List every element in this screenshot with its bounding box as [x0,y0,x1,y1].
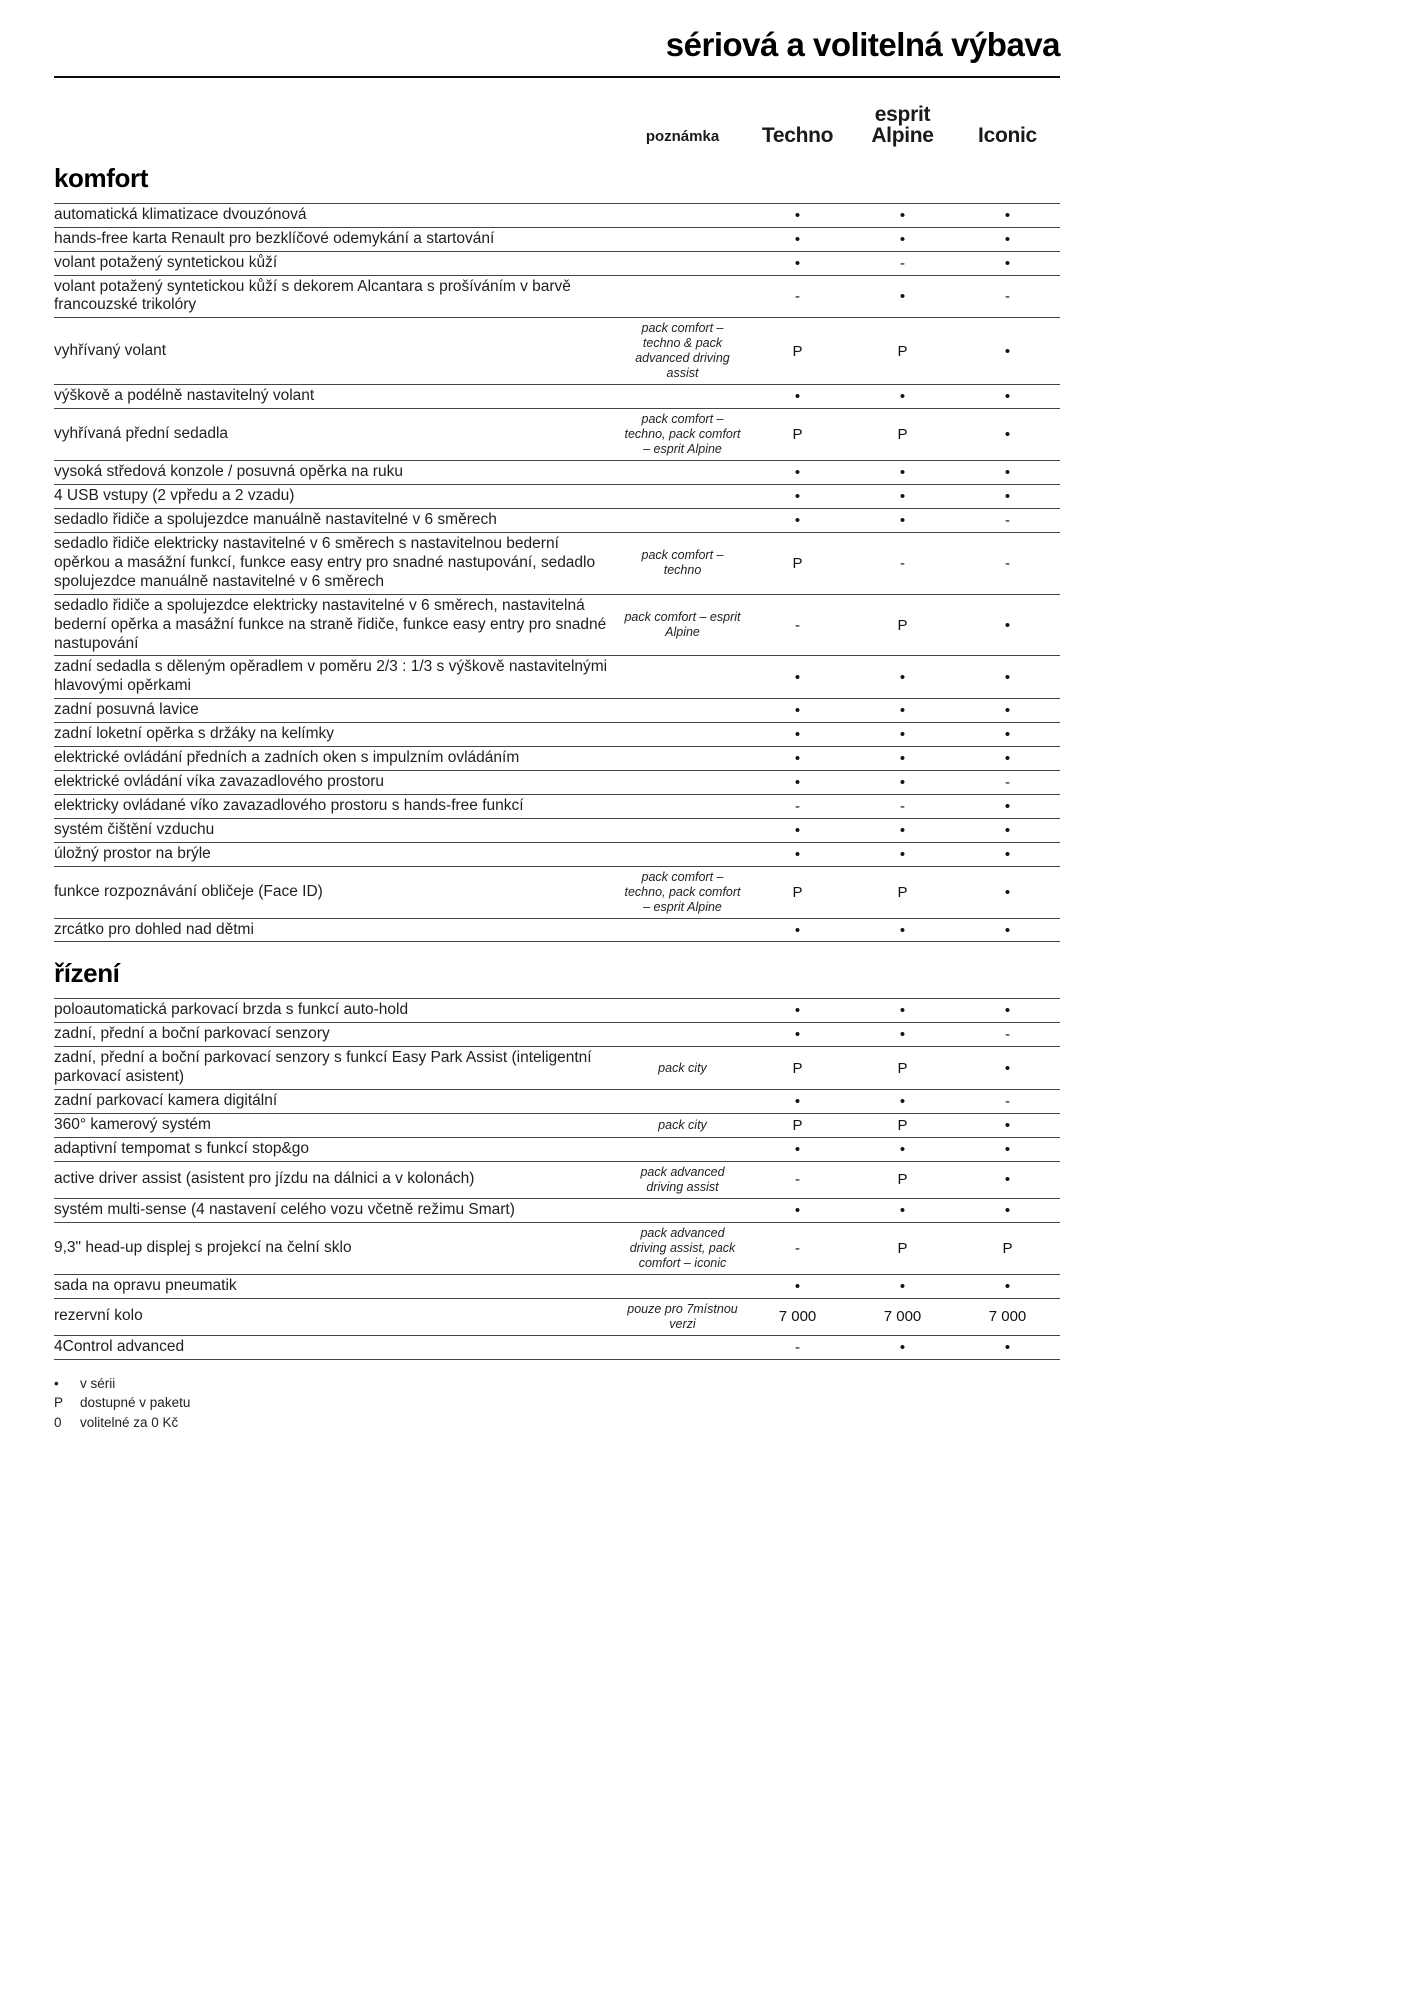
feature-note: pack advanced driving assist [640,1164,725,1194]
value-iconic: - [1005,512,1010,530]
feature-label: sedadlo řidiče a spolujezdce elektricky nastavitelné v 6 směrech, nastavitelná bederní opěrka a masážní funkce na straně řidiče, funkce easy entry pro snadné nastupování [54,596,607,652]
feature-label: poloautomatická parkovací brzda s funkcí auto-hold [54,1001,409,1019]
feature-label: active driver assist (asistent pro jízdu na dálnici a v kolonách) [54,1170,475,1188]
section-title-rizeni: řízení [54,958,120,989]
value-esprit-alpine: • [899,1277,906,1295]
legend-symbol: 0 [54,1414,62,1430]
value-iconic: • [1004,668,1011,686]
feature-row [54,918,1060,942]
feature-note [620,757,745,759]
value-techno: • [794,749,801,767]
feature-note: pack comfort – techno, pack comfort – esprit Alpine [624,412,741,457]
feature-row [54,1089,1060,1113]
feature-row [54,317,1060,384]
value-esprit-alpine: • [899,668,906,686]
feature-label: automatická klimatizace dvouzónová [54,205,307,223]
feature-label: vyhřívaná přední sedadla [54,425,229,443]
value-esprit-alpine: P [897,342,908,360]
column-headers [54,104,1060,147]
feature-row [54,227,1060,251]
value-iconic: • [1004,388,1011,406]
value-esprit-alpine: - [900,797,905,815]
section-title-komfort: komfort [54,162,148,193]
value-iconic: • [1004,726,1011,744]
feature-table [54,203,1060,943]
feature-note: pack advanced driving assist, pack comfort – iconic [629,1225,736,1270]
feature-note: pack comfort – esprit Alpine [624,610,741,640]
feature-note: pack comfort – techno & pack advanced driving assist [635,321,730,381]
feature-note [620,262,745,264]
feature-note: pack city [658,1117,707,1132]
feature-note [620,472,745,474]
value-iconic: - [1005,1093,1010,1111]
value-esprit-alpine: • [899,1338,906,1356]
value-techno: - [795,1171,800,1189]
feature-row [54,1298,1060,1335]
value-esprit-alpine: • [899,287,906,305]
value-techno: • [794,1201,801,1219]
column-header-note: poznámka [645,127,720,145]
feature-note [620,710,745,712]
value-techno: • [794,845,801,863]
value-iconic: • [1004,1338,1011,1356]
value-techno: • [794,1002,801,1020]
value-esprit-alpine: • [899,488,906,506]
feature-row [54,203,1060,227]
value-esprit-alpine: • [899,821,906,839]
value-esprit-alpine: P [897,1116,908,1134]
value-iconic: • [1004,749,1011,767]
feature-row [54,508,1060,532]
value-techno: - [795,797,800,815]
value-iconic: • [1004,616,1011,634]
feature-label: rezervní kolo [54,1307,143,1325]
value-iconic: P [1002,1239,1013,1257]
feature-note [620,1034,745,1036]
value-esprit-alpine: • [899,1026,906,1044]
value-techno: • [794,206,801,224]
feature-note [620,781,745,783]
column-header-iconic: Iconic [978,124,1037,148]
value-iconic: • [1004,1059,1011,1077]
legend-item [54,1413,1060,1433]
sections-container [54,163,1060,1360]
value-iconic: • [1004,464,1011,482]
value-techno: P [792,1059,803,1077]
feature-row [54,1335,1060,1359]
feature-row [54,698,1060,722]
feature-row [54,655,1060,698]
value-iconic: • [1004,426,1011,444]
value-iconic: - [1005,287,1010,305]
feature-label: systém multi-sense (4 nastavení celého vozu včetně režimu Smart) [54,1200,515,1218]
value-esprit-alpine: • [899,702,906,720]
feature-row [54,1198,1060,1222]
feature-row [54,1022,1060,1046]
feature-note [620,295,745,297]
masthead [54,26,1060,78]
value-iconic: 7 000 [988,1308,1027,1326]
value-esprit-alpine: P [897,883,908,901]
value-iconic: • [1004,1277,1011,1295]
legend-text: volitelné za 0 Kč [80,1414,179,1430]
feature-label: 9,3" head-up displej s projekcí na čelní sklo [54,1238,352,1256]
value-iconic: • [1004,1201,1011,1219]
value-esprit-alpine: P [897,426,908,444]
feature-note [620,853,745,855]
value-esprit-alpine: • [899,921,906,939]
value-iconic: - [1005,1026,1010,1044]
value-techno: - [795,1239,800,1257]
feature-note: pack comfort – techno [641,548,724,578]
feature-label: zadní sedadla s děleným opěradlem v poměru 2/3 : 1/3 s výškově nastavitelnými hlavovými opěrkami [54,658,608,695]
feature-row [54,532,1060,594]
value-techno: • [794,512,801,530]
value-iconic: • [1004,821,1011,839]
value-techno: • [794,702,801,720]
feature-label: elektrické ovládání předních a zadních oken s impulzním ovládáním [54,749,520,767]
feature-label: systém čištění vzduchu [54,820,215,838]
feature-label: zadní, přední a boční parkovací senzory [54,1025,330,1043]
value-techno: - [795,287,800,305]
value-techno: • [794,821,801,839]
feature-row [54,460,1060,484]
value-iconic: • [1004,230,1011,248]
feature-row [54,1274,1060,1298]
feature-table [54,998,1060,1359]
feature-label: hands-free karta Renault pro bezklíčové odemykání a startování [54,229,495,247]
feature-note: pack comfort – techno, pack comfort – esprit Alpine [624,869,741,914]
feature-row [54,746,1060,770]
value-esprit-alpine: • [899,388,906,406]
value-esprit-alpine: • [899,1002,906,1020]
legend-item [54,1374,1060,1394]
feature-note [620,929,745,931]
feature-note [620,676,745,678]
legend-text: v sérii [80,1375,116,1391]
legend-symbol: P [54,1395,64,1411]
feature-label: volant potažený syntetickou kůží s dekorem Alcantara s prošíváním v barvě francouzské trikolóry [54,277,571,314]
feature-label: sedadlo řidiče elektricky nastavitelné v 6 směrech s nastavitelnou bederní opěrkou a masážní funkcí, funkce easy entry pro snadné nastupování, sedadlo spolujezdce manuálně nastavitelné v 6 směrech [54,534,596,590]
feature-row [54,384,1060,408]
value-iconic: • [1004,921,1011,939]
feature-row [54,251,1060,275]
value-techno: P [792,883,803,901]
value-techno: 7 000 [778,1308,817,1326]
feature-label: výškově a podélně nastavitelný volant [54,387,315,405]
value-techno: P [792,554,803,572]
feature-note [620,734,745,736]
value-esprit-alpine: 7 000 [883,1308,922,1326]
value-techno: P [792,1116,803,1134]
feature-note [620,520,745,522]
column-header-esprit-alpine: esprit Alpine [871,103,934,148]
feature-row [54,484,1060,508]
value-iconic: • [1004,797,1011,815]
value-techno: • [794,488,801,506]
feature-label: zadní posuvná lavice [54,701,199,719]
feature-label: zadní, přední a boční parkovací senzory s funkcí Easy Park Assist (inteligentní parkovací asistent) [54,1049,592,1086]
feature-note [620,805,745,807]
value-techno: • [794,230,801,248]
value-esprit-alpine: P [897,1239,908,1257]
value-esprit-alpine: • [899,845,906,863]
feature-label: sedadlo řidiče a spolujezdce manuálně nastavitelné v 6 směrech [54,511,497,529]
feature-label: adaptivní tempomat s funkcí stop&go [54,1139,310,1157]
feature-label: sada na opravu pneumatik [54,1276,237,1294]
feature-label: 4Control advanced [54,1337,185,1355]
value-techno: • [794,1140,801,1158]
value-techno: • [794,388,801,406]
value-techno: • [794,1277,801,1295]
feature-note [620,1346,745,1348]
feature-row [54,794,1060,818]
column-header-techno: Techno [761,124,834,148]
feature-label: vysoká středová konzole / posuvná opěrka na ruku [54,463,403,481]
feature-note [620,1285,745,1287]
value-iconic: • [1004,254,1011,272]
feature-note: pouze pro 7místnou verzi [627,1301,738,1331]
feature-label: 4 USB vstupy (2 vpředu a 2 vzadu) [54,487,295,505]
value-esprit-alpine: • [899,1093,906,1111]
value-iconic: - [1005,554,1010,572]
feature-row [54,594,1060,656]
feature-row [54,275,1060,318]
feature-row [54,866,1060,918]
value-esprit-alpine: • [899,1140,906,1158]
feature-row [54,1161,1060,1198]
feature-note [620,1101,745,1103]
legend [54,1374,1060,1433]
feature-note [620,238,745,240]
value-techno: • [794,921,801,939]
value-techno: - [795,1338,800,1356]
value-techno: • [794,773,801,791]
legend-text: dostupné v paketu [80,1395,191,1411]
feature-row [54,770,1060,794]
legend-item [54,1393,1060,1413]
value-esprit-alpine: • [899,206,906,224]
feature-note [620,214,745,216]
legend-symbol: • [54,1375,59,1391]
feature-row [54,1137,1060,1161]
value-iconic: • [1004,1140,1011,1158]
spec-sheet-page [54,26,1060,1432]
value-iconic: • [1004,342,1011,360]
feature-label: elektricky ovládané víko zavazadlového prostoru s hands-free funkcí [54,796,524,814]
value-techno: • [794,1026,801,1044]
value-esprit-alpine: • [899,749,906,767]
feature-row [54,818,1060,842]
feature-label: úložný prostor na brýle [54,844,211,862]
value-techno: • [794,254,801,272]
value-techno: P [792,426,803,444]
value-techno: • [794,1093,801,1111]
value-esprit-alpine: • [899,230,906,248]
value-techno: • [794,668,801,686]
value-iconic: • [1004,1002,1011,1020]
value-iconic: - [1005,773,1010,791]
value-esprit-alpine: • [899,726,906,744]
value-esprit-alpine: • [899,1201,906,1219]
value-techno: • [794,464,801,482]
feature-note [620,1148,745,1150]
value-esprit-alpine: • [899,512,906,530]
feature-label: zrcátko pro dohled nad dětmi [54,920,254,938]
feature-note: pack city [658,1060,707,1075]
feature-row [54,1113,1060,1137]
value-iconic: • [1004,1116,1011,1134]
value-esprit-alpine: P [897,1059,908,1077]
value-esprit-alpine: - [900,554,905,572]
feature-label: zadní loketní opěrka s držáky na kelímky [54,725,334,743]
value-techno: P [792,342,803,360]
feature-note [620,1209,745,1211]
value-techno: • [794,726,801,744]
feature-row [54,1046,1060,1089]
value-esprit-alpine: • [899,773,906,791]
value-esprit-alpine: - [900,254,905,272]
feature-note [620,396,745,398]
value-esprit-alpine: • [899,464,906,482]
feature-label: funkce rozpoznávání obličeje (Face ID) [54,882,323,900]
feature-label: elektrické ovládání víka zavazadlového prostoru [54,772,384,790]
feature-note [620,829,745,831]
feature-row [54,842,1060,866]
value-iconic: • [1004,1171,1011,1189]
value-iconic: • [1004,883,1011,901]
feature-note [620,1010,745,1012]
feature-row [54,722,1060,746]
value-iconic: • [1004,488,1011,506]
value-techno: - [795,616,800,634]
value-iconic: • [1004,206,1011,224]
value-esprit-alpine: P [897,1171,908,1189]
feature-row [54,1222,1060,1274]
value-iconic: • [1004,702,1011,720]
feature-label: volant potažený syntetickou kůží [54,253,278,271]
value-esprit-alpine: P [897,616,908,634]
page-title: sériová a volitelná výbava [665,26,1060,63]
feature-label: zadní parkovací kamera digitální [54,1092,278,1110]
feature-row [54,408,1060,460]
feature-row [54,998,1060,1022]
value-iconic: • [1004,845,1011,863]
feature-note [620,496,745,498]
feature-label: 360° kamerový systém [54,1116,211,1133]
feature-label: vyhřívaný volant [54,341,166,359]
